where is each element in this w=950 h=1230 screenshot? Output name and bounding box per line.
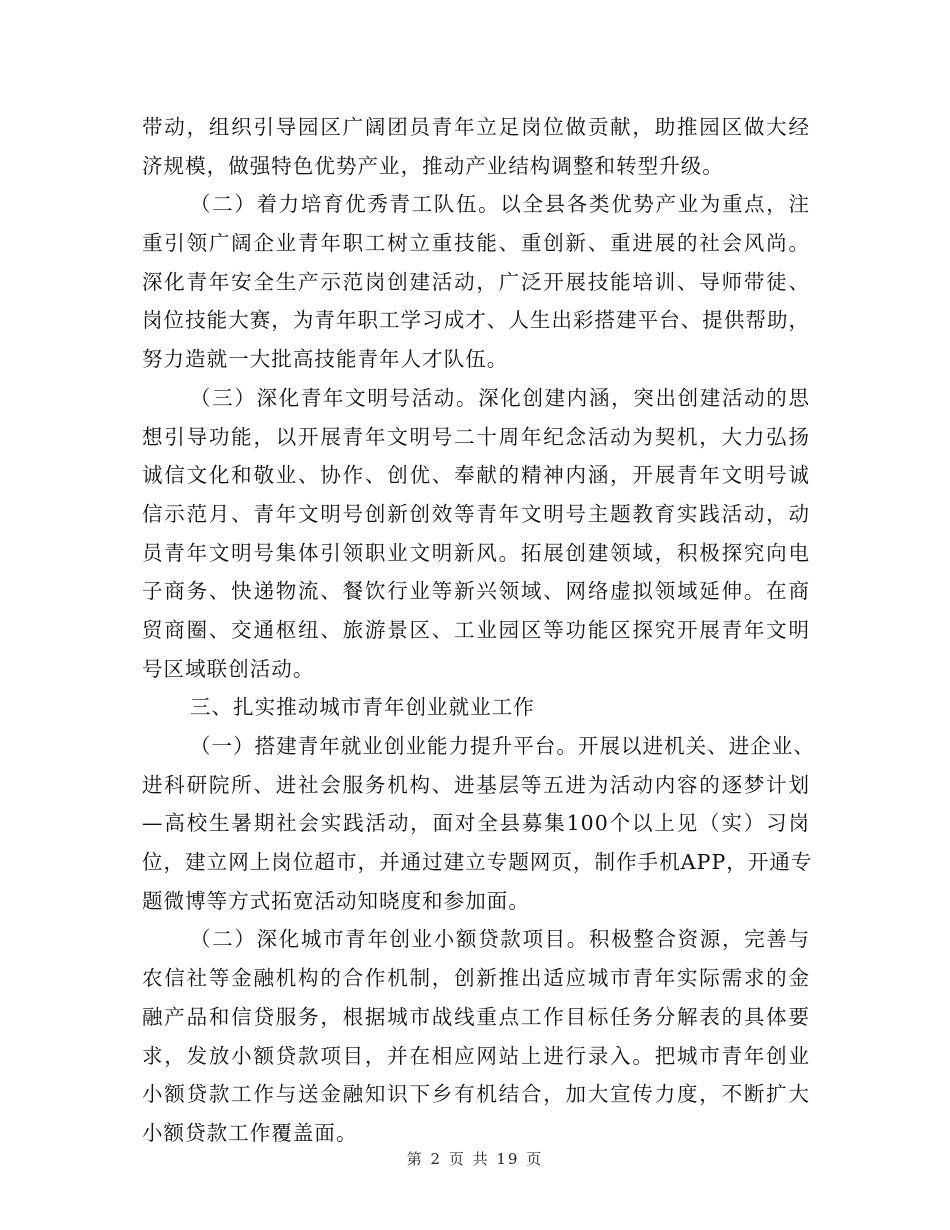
- section-heading: 三、扎实推动城市青年创业就业工作: [190, 695, 535, 720]
- text-line: 诚信文化和敬业、协作、创优、奉献的精神内涵，开展青年文明号诚: [142, 463, 810, 488]
- text-line: 求，发放小额贷款项目，并在相应网站上进行录入。把城市青年创业: [142, 1043, 810, 1068]
- text-line: —高校生暑期社会实践活动，面对全县募集100个以上见（实）习岗: [142, 811, 810, 836]
- text-line: 带动，组织引导园区广阔团员青年立足岗位做贡献，助推园区做大经: [142, 115, 810, 139]
- text-line: 题微博等方式拓宽活动知晓度和参加面。: [142, 888, 530, 913]
- text-line: 农信社等金融机构的合作机制，创新推出适应城市青年实际需求的金: [142, 966, 810, 991]
- text-line: 位，建立网上岗位超市，并通过建立专题网页，制作手机APP，开通专: [142, 850, 813, 875]
- text-line: 融产品和信贷服务，根据城市战线重点工作目标任务分解表的具体要: [142, 1004, 810, 1029]
- text-line: 小额贷款工作覆盖面。: [142, 1120, 358, 1145]
- text-line: 努力造就一大批高技能青年人才队伍。: [142, 347, 509, 372]
- text-line: （二）深化城市青年创业小额贷款项目。积极整合资源，完善与: [190, 927, 810, 952]
- text-line: 进科研院所、进社会服务机构、进基层等五进为活动内容的逐梦计划: [142, 772, 810, 797]
- text-line: 重引领广阔企业青年职工树立重技能、重创新、重进展的社会风尚。: [142, 231, 810, 256]
- text-line: （三）深化青年文明号活动。深化创建内涵，突出创建活动的思: [190, 385, 810, 410]
- text-line: 济规模，做强特色优势产业，推动产业结构调整和转型升级。: [142, 153, 724, 178]
- page-number-footer: 第 2 页 共 19 页: [406, 1150, 544, 1168]
- text-line: 岗位技能大赛，为青年职工学习成才、人生出彩搭建平台、提供帮助，: [142, 308, 811, 333]
- text-line: 员青年文明号集体引领职业文明新风。拓展创建领域，积极探究向电: [142, 540, 810, 565]
- text-line: 想引导功能，以开展青年文明号二十周年纪念活动为契机，大力弘扬: [142, 424, 810, 449]
- document-body: [142, 108, 815, 1153]
- text-line: 小额贷款工作与送金融知识下乡有机结合，加大宣传力度，不断扩大: [142, 1082, 810, 1107]
- text-line: （一）搭建青年就业创业能力提升平台。开展以进机关、进企业、: [190, 734, 815, 758]
- text-line: 贸商圈、交通枢纽、旅游景区、工业园区等功能区探究开展青年文明: [142, 617, 810, 642]
- text-line: （二）着力培育优秀青工队伍。以全县各类优势产业为重点，注: [190, 192, 810, 217]
- text-line: 深化青年安全生产示范岗创建活动，广泛开展技能培训、导师带徒、: [142, 269, 810, 294]
- text-line: 号区域联创活动。: [142, 656, 315, 681]
- text-line: 信示范月、青年文明号创新创效等青年文明号主题教育实践活动，动: [142, 501, 810, 526]
- text-line: 子商务、快递物流、餐饮行业等新兴领域、网络虚拟领域延伸。在商: [142, 579, 810, 604]
